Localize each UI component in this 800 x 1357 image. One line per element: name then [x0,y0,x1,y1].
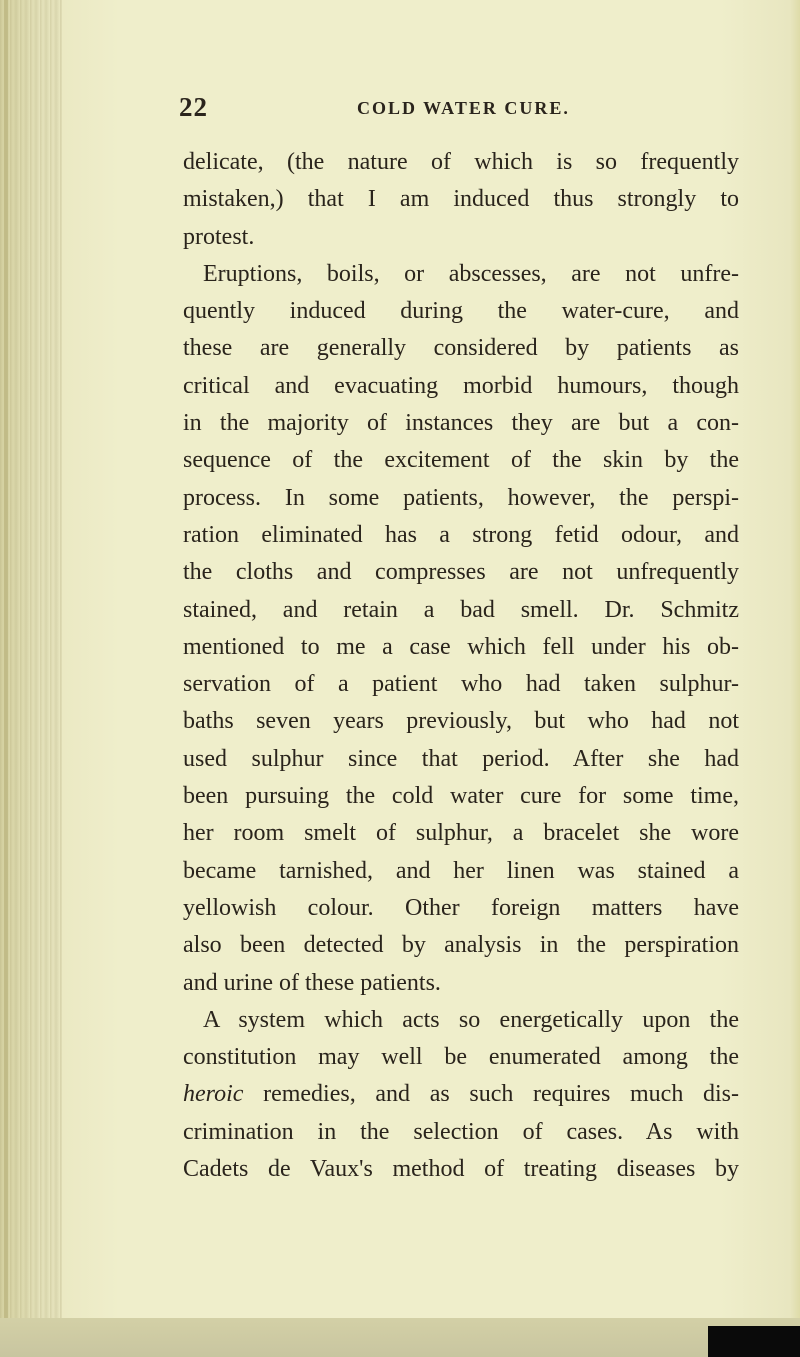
text-line: Eruptions, boils, or abscesses, are not unfre- [203,260,739,287]
page-header [0,92,800,122]
text-line-heroic [183,1076,739,1113]
text-line: sequence of the excitement of the skin by the [183,447,739,474]
italic-word-heroic: heroic [183,1081,244,1108]
page-number: 22 [179,92,208,122]
text-line: these are generally considered by patients as [183,335,739,362]
text-line: became tarnished, and her linen was stained a [183,857,739,884]
text-line: servation of a patient who had taken sulphur- [183,671,739,698]
text-line: yellowish colour. Other foreign matters have [183,894,739,921]
binding-edge [4,0,8,1320]
text-line: delicate, (the nature of which is so frequently [183,149,739,175]
text-line: in the majority of instances they are but a con- [183,410,739,437]
text-line-heroic-rest: remedies, and as such requires much dis- [243,1081,739,1108]
text-line: constitution may well be enumerated among the [183,1044,739,1071]
scan-black-corner [708,1326,800,1357]
text-line: the cloths and compresses are not unfrequently [183,559,739,586]
text-line: and urine of these patients. [183,969,441,996]
page-binding-gutter [0,0,62,1330]
text-line: quently induced during the water-cure, and [183,298,739,325]
running-title: COLD WATER CURE. [357,98,570,118]
page-bottom-edge [0,1318,800,1357]
text-line: protest. [183,223,255,250]
text-line: stained, and retain a bad smell. Dr. Schmitz [183,596,739,623]
text-line: mentioned to me a case which fell under his ob- [183,633,739,660]
body-text [183,144,739,1188]
text-line: crimination in the selection of cases. As with [183,1118,739,1145]
text-line: her room smelt of sulphur, a bracelet she wore [183,820,739,847]
text-line: mistaken,) that I am induced thus strongly to [183,186,739,213]
text-line: also been detected by analysis in the perspiration [183,932,739,959]
text-line: A system which acts so energetically upon the [203,1006,739,1033]
text-line: Cadets de Vaux's method of treating diseases by [183,1156,739,1183]
text-line: process. In some patients, however, the perspi- [183,484,739,511]
text-line: critical and evacuating morbid humours, though [183,372,739,399]
text-line: ration eliminated has a strong fetid odour, and [183,521,739,548]
text-line: been pursuing the cold water cure for some time, [183,783,739,810]
text-line: used sulphur since that period. After she had [183,745,739,772]
text-line: baths seven years previously, but who had not [183,708,739,735]
